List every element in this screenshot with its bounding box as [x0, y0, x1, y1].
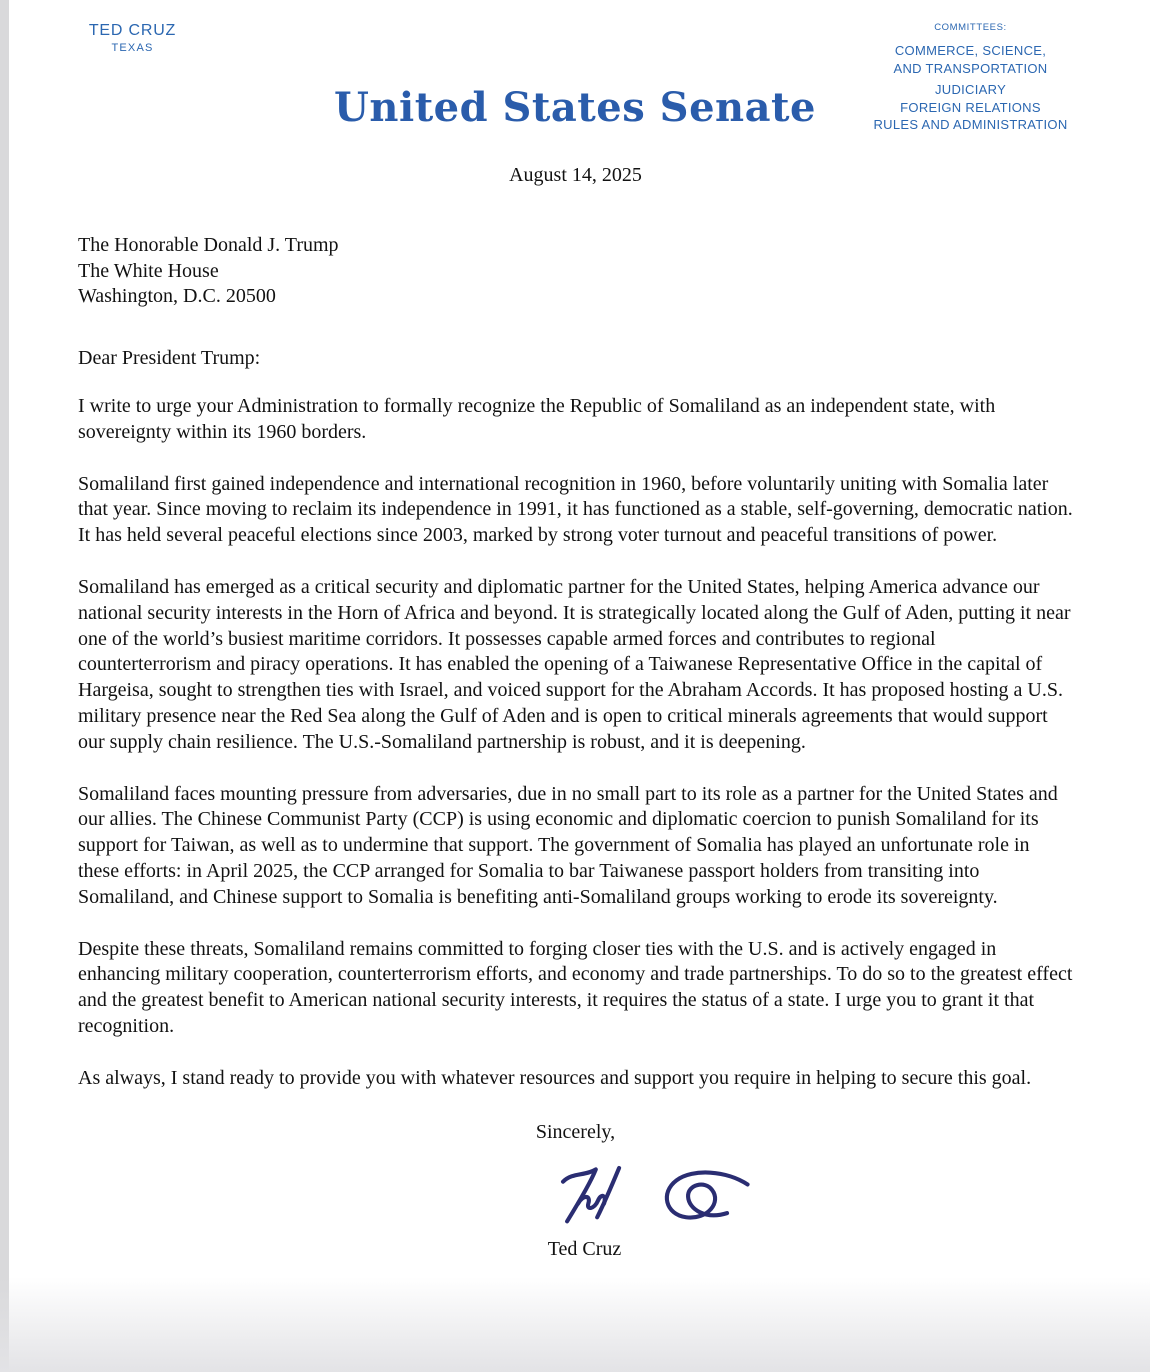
paragraph-4: Somaliland faces mounting pressure from adversaries, due in no small part to its role as a partner for the United States and our allies. The Chinese Communist Party (CCP) is using economic and diplomatic coercion to punish Somaliland for its support for Taiwan, as well as to undermine that support. The government of Somalia has played an unfortunate role in these efforts: in April 2025, the CCP arranged for Somalia to bar Taiwanese passport holders from transiting into Somaliland, and Chinese support to Somalia is benefiting anti-Somaliland groups working to erode its sovereignty.	[78, 782, 1058, 908]
paragraph-3: Somaliland has emerged as a critical security and diplomatic partner for the United States, helping America advance our national security interests in the Horn of Africa and beyond. It is strategically located along the Gulf of Aden, putting it near one of the world’s busiest maritime corridors. It possesses capable armed forces and contributes to regional counterterrorism and piracy operations. It has enabled the opening of a Taiwanese Representative Office in the capital of Hargeisa, sought to strengthen ties with Israel, and voiced support for the Abraham Accords. It has proposed hosting a U.S. military presence near the Red Sea along the Gulf of Aden and is open to critical minerals agreements that would support our supply chain resilience. The U.S.-Somaliland partnership is robust, and it is deepening.	[78, 575, 1071, 753]
committee-commerce-line1: COMMERCE, SCIENCE,	[894, 43, 1047, 58]
closing-sincerely: Sincerely,	[535, 1120, 616, 1143]
letter-date: August 14, 2025	[509, 164, 642, 186]
committee-rules-administration: RULES AND ADMINISTRATION	[873, 117, 1068, 132]
senate-letterhead-title: United States Senate	[334, 84, 816, 131]
senator-state: TEXAS	[111, 42, 154, 54]
handwritten-signature	[548, 1159, 1073, 1233]
typed-signature-name: Ted Cruz	[547, 1238, 622, 1261]
recipient-org: The White House	[78, 259, 219, 282]
signature-svg	[548, 1159, 753, 1229]
letter-body	[78, 163, 1073, 1263]
recipient-name: The Honorable Donald J. Trump	[78, 233, 339, 256]
paragraph-5: Despite these threats, Somaliland remains committed to forging closer ties with the U.S. and is actively engaged in enhancing military cooperation, counterterrorism efforts, and economy and trade partnerships. To do so to the greatest effect and the greatest benefit to American national security interests, it requires the status of a state. I urge you to grant it that recognition.	[78, 937, 1073, 1037]
paragraph-6: As always, I stand ready to provide you with whatever resources and support you require in helping to secure this goal.	[78, 1066, 1032, 1089]
letterhead-senator-block	[80, 22, 185, 54]
page-bottom-shadow	[0, 1277, 1150, 1372]
recipient-city: Washington, D.C. 20500	[78, 285, 276, 308]
committees-label: COMMITTEES:	[934, 22, 1007, 33]
committee-judiciary: JUDICIARY	[934, 82, 1007, 97]
committee-foreign-relations: FOREIGN RELATIONS	[900, 99, 1041, 115]
paragraph-2: Somaliland first gained independence and international recognition in 1960, before voluntarily uniting with Somalia later that year. Since moving to reclaim its independence in 1991, it has functioned as a stable, self-governing, democratic nation. It has held several peaceful elections since 2003, marked by strong voter turnout and peaceful transitions of power.	[78, 472, 1073, 547]
salutation: Dear President Trump:	[78, 347, 261, 370]
page-edge-strip	[0, 0, 9, 1372]
recipient-address-block	[78, 233, 1073, 310]
senator-name: TED CRUZ	[88, 22, 177, 39]
committee-commerce-line2: AND TRANSPORTATION	[893, 60, 1048, 76]
paragraph-1: I write to urge your Administration to formally recognize the Republic of Somaliland as an independent state, with sovereignty within its 1960 borders.	[78, 394, 996, 443]
